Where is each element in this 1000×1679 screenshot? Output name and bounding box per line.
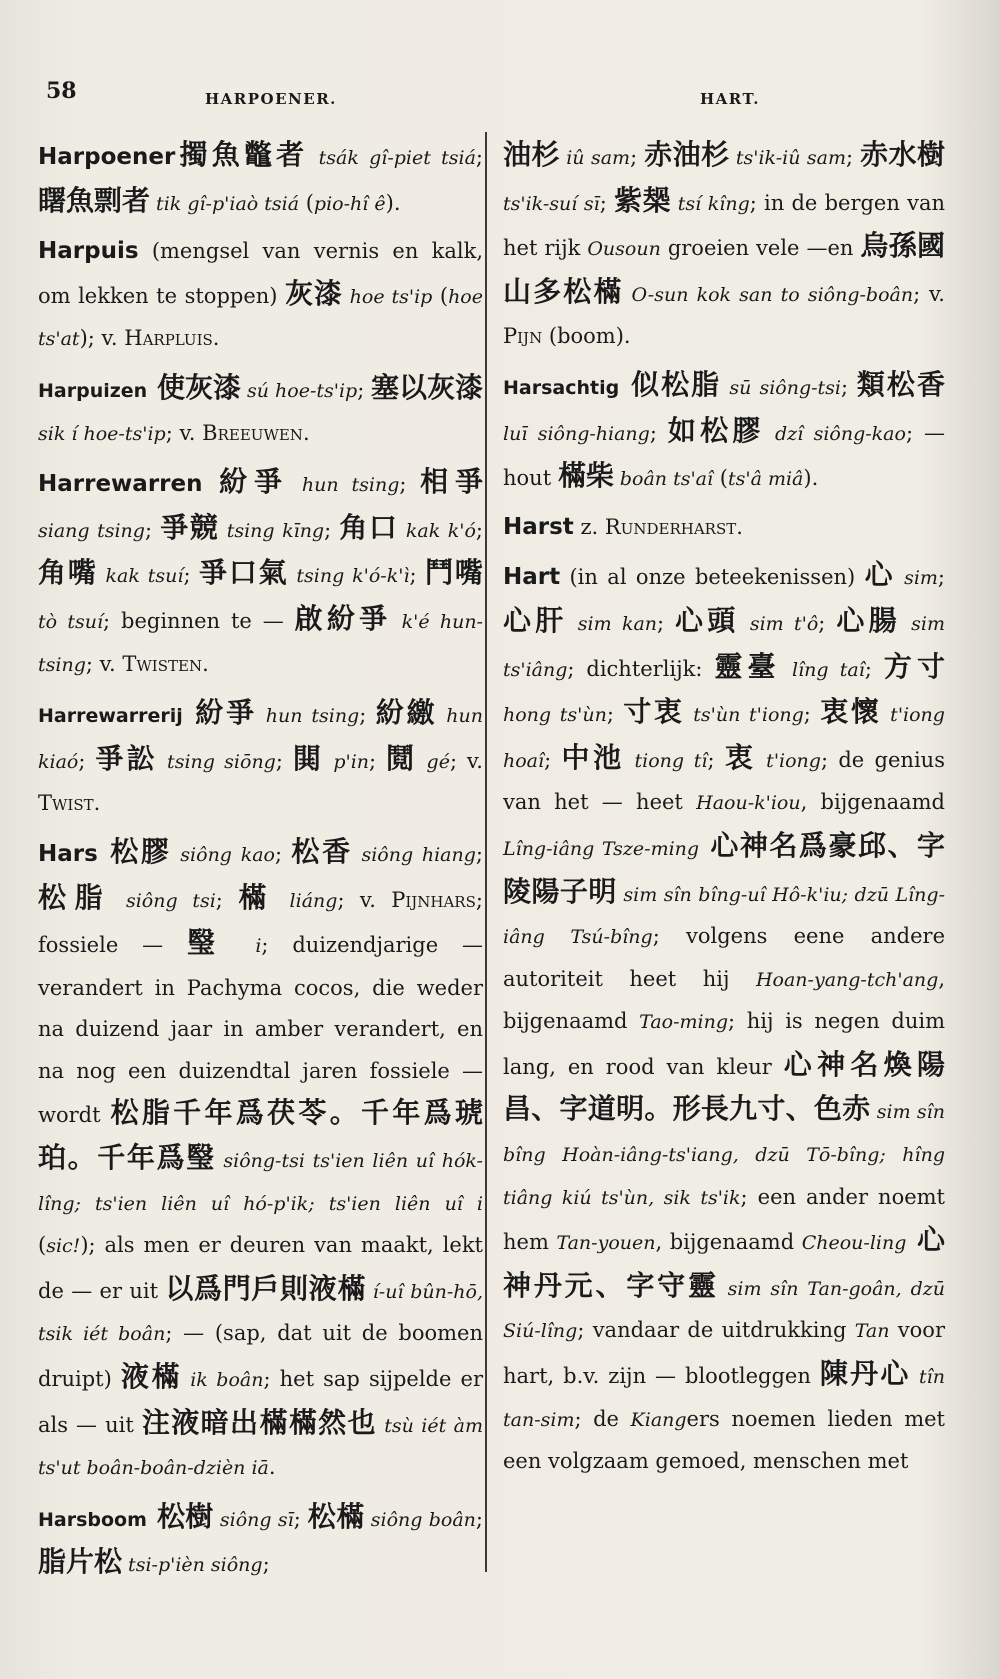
romanization: kak tsuí bbox=[97, 565, 184, 588]
entry-text: ; — (sap, dat uit de boomen druipt) bbox=[38, 1321, 483, 1392]
entry-headword: Harpoener bbox=[38, 144, 176, 170]
entry-text: ; de bbox=[574, 1406, 631, 1431]
romanization: sim bbox=[895, 567, 938, 590]
entry-headword: Harrewarrerij bbox=[38, 705, 183, 728]
romanization: tsák gî-piet tsiá bbox=[308, 147, 476, 169]
dictionary-entry bbox=[38, 1496, 483, 1587]
chinese-characters: 松香 bbox=[291, 834, 353, 868]
dictionary-entry bbox=[38, 692, 483, 825]
entry-text: ; bbox=[803, 702, 821, 727]
entry-headword: Harsboom bbox=[38, 1508, 147, 1531]
entry-text: ( bbox=[713, 466, 728, 491]
romanization: i bbox=[232, 935, 262, 958]
romanization: Tan bbox=[854, 1320, 890, 1343]
romanization: Cheou-ling bbox=[801, 1232, 907, 1255]
romanization: iû sam bbox=[559, 147, 631, 169]
entry-text: voor hart, b.v. zijn — blootleggen bbox=[503, 1318, 945, 1389]
romanization: siông tsi bbox=[111, 889, 216, 912]
entry-headword: Hars bbox=[38, 840, 98, 867]
chinese-characters: 以爲門戶則液樠 bbox=[165, 1271, 367, 1305]
entry-text: ; het sap sijpelde er als — uit bbox=[38, 1367, 483, 1437]
entry-text: ; v. bbox=[449, 748, 483, 773]
chinese-characters: 寸衷 bbox=[623, 695, 685, 729]
dictionary-entry bbox=[503, 507, 945, 549]
page-number: 58 bbox=[46, 78, 77, 104]
entry-text: ; bbox=[630, 145, 645, 169]
romanization: Haou-k'iou bbox=[696, 792, 801, 815]
chinese-characters: 心 bbox=[864, 558, 896, 592]
romanization: tò tsuí bbox=[38, 610, 104, 633]
entry-text: ; bbox=[262, 1552, 270, 1577]
romanization: Hoan-yang-tch'ang bbox=[755, 968, 939, 991]
romanization: siang tsing bbox=[38, 519, 145, 542]
entry-text: ( bbox=[299, 190, 314, 215]
cross-reference: Harpluis bbox=[124, 326, 213, 351]
romanization: tsing k'ó-k'ì bbox=[288, 565, 410, 588]
chinese-characters: 角嘴 bbox=[38, 556, 98, 590]
entry-text: ers noemen lieden met een volgzaam gemoed, menschen met bbox=[503, 1406, 945, 1474]
chinese-characters: 紫椝 bbox=[614, 183, 672, 217]
entry-text: ). bbox=[385, 190, 401, 215]
entry-text: ; een ander noemt hem bbox=[503, 1184, 945, 1255]
chinese-characters: 樠柴 bbox=[557, 459, 614, 493]
entry-text: ; bbox=[324, 517, 340, 542]
romanization: tik gî-p'iaò tsiá bbox=[150, 192, 300, 215]
chinese-characters: 爭競 bbox=[160, 510, 220, 544]
entry-text: ; bbox=[399, 472, 421, 497]
entry-headword: Harpuizen bbox=[38, 379, 148, 402]
entry-text: ; bbox=[475, 1506, 483, 1531]
chinese-characters: 紛爭 bbox=[182, 696, 257, 730]
dictionary-entry bbox=[503, 554, 945, 1482]
romanization: luī siông-hiang bbox=[503, 422, 650, 445]
entry-text: ; bbox=[359, 703, 376, 728]
chinese-characters: 閧 bbox=[292, 741, 325, 775]
chinese-characters: 似松脂 bbox=[619, 367, 722, 401]
entry-text: ; bbox=[846, 145, 861, 169]
entry-text: ( bbox=[432, 283, 449, 308]
romanization: liáng bbox=[274, 889, 338, 912]
entry-text: , bijgenaamd bbox=[800, 790, 945, 815]
chinese-characters: 陳丹心 bbox=[819, 1357, 911, 1391]
chinese-characters: 松膠 bbox=[97, 834, 172, 868]
romanization: siông kao bbox=[171, 843, 275, 866]
romanization: tiong tî bbox=[624, 749, 708, 772]
entry-text: . bbox=[212, 326, 220, 351]
chinese-characters: 灰漆 bbox=[285, 276, 343, 310]
romanization: O-sun kok san to siông-boân bbox=[623, 283, 914, 306]
romanization: hun kiaó bbox=[38, 705, 483, 773]
entry-headword: Harrewarren bbox=[38, 471, 203, 498]
romanization: sim kan bbox=[567, 612, 658, 635]
chinese-characters: 如松膠 bbox=[667, 413, 765, 447]
entry-text: ; bbox=[649, 420, 668, 445]
cross-reference: Twist bbox=[38, 791, 94, 816]
romanization: sú hoe-ts'ip bbox=[240, 379, 358, 402]
entry-text: ; bbox=[275, 748, 293, 773]
romanization: tsing siōng bbox=[157, 750, 276, 773]
cross-reference: Twisten bbox=[122, 651, 203, 676]
entry-text: . bbox=[268, 1455, 276, 1480]
chinese-characters: 靈臺 bbox=[714, 649, 781, 683]
romanization: ts'â miâ bbox=[727, 468, 804, 491]
romanization: ts'ùn t'iong bbox=[684, 704, 804, 727]
romanization: hong ts'ùn bbox=[503, 704, 607, 727]
dictionary-entry bbox=[503, 364, 945, 501]
dictionary-entry bbox=[38, 134, 483, 225]
entry-text: z. bbox=[573, 514, 605, 539]
entry-text: ; bbox=[357, 377, 371, 402]
chinese-characters: 脂片松 bbox=[38, 1545, 123, 1579]
romanization: tsing kīng bbox=[219, 519, 325, 542]
romanization: Ousoun bbox=[587, 238, 661, 261]
chinese-characters: 心神名煥陽昌、字道明。形長九寸、色赤 bbox=[503, 1047, 945, 1126]
entry-text: . bbox=[202, 651, 209, 676]
romanization: ts'ik-suí sī bbox=[503, 192, 600, 215]
chinese-characters: 瑿 bbox=[186, 926, 233, 960]
entry-text: ; duizendjarige — verandert in Pachyma cocos, die weder na duizend jaar in amber verandert, en na nog een duizendtal jaren fossiele — wordt bbox=[38, 933, 483, 1128]
entry-text: ; — hout bbox=[503, 420, 945, 491]
chinese-characters: 衷懷 bbox=[820, 695, 882, 729]
romanization: sik í hoe-ts'ip bbox=[38, 422, 166, 445]
romanization: kak k'ó bbox=[398, 519, 476, 542]
romanization: tsù iét àm ts'ut boân-boân-dzièn iā bbox=[38, 1414, 483, 1480]
chinese-characters: 類松香 bbox=[856, 367, 945, 401]
entry-text: ; bbox=[274, 841, 292, 866]
chinese-characters: 衷 bbox=[724, 740, 757, 774]
chinese-characters: 方寸 bbox=[883, 649, 945, 683]
chinese-characters: 啟紛爭 bbox=[294, 601, 392, 635]
romanization: siông hiang bbox=[352, 843, 476, 866]
cross-reference: Pijn bbox=[503, 324, 543, 349]
cross-reference: Runderharst bbox=[604, 514, 737, 539]
romanization: hoe ts'at bbox=[38, 285, 483, 351]
entry-text: . bbox=[302, 420, 310, 445]
entry-text: ; hij is negen duim lang, en rood van kleur bbox=[503, 1009, 945, 1079]
entry-text: ); als men er deuren van maakt, lekt de — er uit bbox=[38, 1233, 483, 1303]
romanization: siông sī bbox=[213, 1508, 294, 1531]
entry-text: groeien vele —en bbox=[660, 236, 861, 261]
entry-text: ; bbox=[475, 517, 483, 542]
romanization: siông boân bbox=[364, 1508, 476, 1531]
entry-text: . bbox=[93, 791, 101, 816]
entry-headword: Harpuis bbox=[38, 238, 139, 265]
entry-text: ; bbox=[606, 702, 624, 727]
chinese-characters: 爭口氣 bbox=[199, 556, 289, 590]
chinese-characters: 松脂千年爲茯苓。千年爲琥珀。千年爲瑿 bbox=[38, 1096, 483, 1175]
romanization: sim ts'iâng bbox=[503, 612, 945, 681]
entry-text: ; bbox=[841, 374, 857, 399]
chinese-characters: 紛繳 bbox=[375, 696, 438, 730]
chinese-characters: 中池 bbox=[561, 740, 625, 774]
entry-text: ; bbox=[369, 748, 387, 773]
entry-text: ; v. bbox=[85, 651, 123, 676]
entry-text: ; bbox=[707, 747, 725, 772]
entry-text: ; de genius van het — heet bbox=[503, 747, 945, 815]
entry-text: ; fossiele — bbox=[38, 887, 483, 958]
romanization: sim sîn bîng-uî Hô-k'iu; dzū Lîng-iâng Tsú-bîng bbox=[503, 883, 945, 949]
running-head-right: HART. bbox=[700, 90, 760, 108]
romanization: í-uî bûn-hō, tsik iét boân bbox=[38, 1280, 483, 1346]
romanization: t'iong bbox=[756, 749, 821, 772]
chinese-characters: 心神名爲豪邱、字陵陽子明 bbox=[503, 828, 945, 908]
romanization: dzî siông-kao bbox=[764, 422, 906, 445]
entry-text: ; bbox=[183, 563, 200, 588]
entry-text: ; bbox=[657, 610, 676, 635]
column-divider bbox=[485, 132, 487, 1572]
chinese-characters: 擉魚鼈者 bbox=[175, 138, 309, 171]
chinese-characters: 烏孫國山多松樠 bbox=[503, 229, 946, 308]
romanization: Kiang bbox=[630, 1408, 687, 1431]
entry-text: ; bbox=[144, 517, 161, 542]
entry-text: ; bbox=[78, 748, 96, 773]
chinese-characters: 樠 bbox=[238, 880, 275, 914]
dictionary-entry bbox=[503, 134, 945, 358]
chinese-characters: 注液暗出樠樠然也 bbox=[141, 1405, 377, 1439]
dictionary-entry bbox=[38, 461, 483, 686]
romanization: sim sîn Tan-goân, dzū Siú-lîng bbox=[503, 1277, 945, 1343]
romanization: sic! bbox=[46, 1235, 81, 1258]
chinese-characters: 赤水樹 bbox=[860, 138, 945, 171]
romanization: tsí kîng bbox=[671, 192, 750, 215]
entry-text: ; bbox=[475, 841, 483, 866]
chinese-characters: 松樹 bbox=[146, 1499, 214, 1533]
entry-text: ; bbox=[215, 887, 239, 912]
romanization: siông-tsi ts'ien liên uî hók-lîng; ts'ien liên uî hó-p'ik; ts'ien liên uî i bbox=[38, 1150, 483, 1215]
entry-text: ; dichterlijk: bbox=[567, 656, 715, 681]
romanization: boân ts'aî bbox=[613, 468, 714, 491]
entry-text: ; bbox=[409, 563, 426, 588]
romanization: sim sîn bîng Hoàn-iâng-ts'iang, dzū Tō-bîng; hîng tiâng kiú ts'ùn, sik ts'ik bbox=[503, 1101, 945, 1209]
chinese-characters: 鬩 bbox=[386, 741, 418, 775]
entry-text: ; v. bbox=[337, 887, 392, 912]
running-head-left: HARPOENER. bbox=[205, 90, 337, 108]
romanization: sū siông-tsi bbox=[721, 376, 842, 399]
entry-text: ( bbox=[38, 1233, 47, 1258]
chinese-characters: 油杉 bbox=[503, 138, 560, 171]
cross-reference: Breeuwen bbox=[202, 420, 303, 445]
romanization: t'iong hoaî bbox=[503, 704, 945, 772]
romanization: gé bbox=[417, 750, 450, 773]
romanization: tîn tan-sim bbox=[503, 1366, 945, 1431]
chinese-characters: 松樠 bbox=[307, 1499, 365, 1533]
romanization: hoe ts'ip bbox=[342, 285, 433, 308]
entry-text: ; bbox=[475, 145, 483, 169]
romanization: lîng taî bbox=[780, 658, 865, 681]
entry-headword: Hart bbox=[503, 564, 561, 591]
dictionary-entry bbox=[38, 231, 483, 361]
entry-text: ); v. bbox=[79, 326, 125, 351]
chinese-characters: 心神丹元、字守靈 bbox=[503, 1223, 945, 1302]
entry-text: ; vandaar de uitdrukking bbox=[577, 1318, 855, 1343]
chinese-characters: 使灰漆 bbox=[147, 370, 241, 404]
romanization: Tan-youen bbox=[556, 1232, 656, 1255]
chinese-characters: 𥌓魚剽者 bbox=[38, 183, 151, 217]
entry-text: (mengsel van vernis en kalk, om lekken te stoppen) bbox=[38, 239, 483, 308]
chinese-characters: 塞以灰漆 bbox=[371, 370, 484, 404]
entry-text: ; in de bergen van het rijk bbox=[503, 190, 945, 261]
entry-text: ; v. bbox=[165, 420, 203, 445]
entry-text: , bijgenaamd bbox=[503, 966, 945, 1034]
romanization: hun tsing bbox=[256, 705, 360, 728]
entry-text: ). bbox=[803, 466, 819, 491]
entry-text: ; beginnen te — bbox=[103, 608, 295, 633]
entry-headword: Harst bbox=[503, 513, 574, 540]
romanization: hun tsing bbox=[288, 474, 400, 497]
entry-text: . bbox=[736, 514, 743, 539]
romanization: tsi-p'ièn siông bbox=[122, 1554, 263, 1577]
romanization: ts'ik-iû sam bbox=[729, 147, 846, 169]
romanization: sim t'ô bbox=[739, 612, 819, 635]
romanization: ik boân bbox=[181, 1369, 264, 1392]
romanization: p'in bbox=[324, 750, 370, 773]
entry-text: ; bbox=[937, 565, 945, 590]
entry-text: ; bbox=[818, 610, 837, 635]
dictionary-entry bbox=[38, 367, 483, 455]
chinese-characters: 赤油杉 bbox=[644, 138, 730, 171]
entry-text: ; volgens eene andere autoriteit heet hij bbox=[503, 924, 945, 991]
entry-headword: Harsachtig bbox=[503, 376, 620, 399]
right-column bbox=[503, 134, 945, 1489]
chinese-characters: 液樠 bbox=[120, 1360, 182, 1394]
entry-text: (boom). bbox=[542, 324, 631, 349]
chinese-characters: 心肝 bbox=[503, 603, 568, 637]
entry-text: ; v. bbox=[913, 281, 945, 306]
entry-text: , bijgenaamd bbox=[655, 1230, 802, 1255]
chinese-characters: 鬥嘴 bbox=[425, 556, 483, 590]
romanization: Tao-ming bbox=[639, 1011, 729, 1034]
chinese-characters: 爭訟 bbox=[95, 741, 158, 775]
left-column bbox=[38, 134, 483, 1593]
entry-text: ; bbox=[293, 1506, 308, 1531]
chinese-characters: 角口 bbox=[339, 510, 399, 544]
romanization: k'é hun-tsing bbox=[38, 610, 483, 676]
chinese-characters: 相爭 bbox=[420, 465, 483, 499]
chinese-characters: 心頭 bbox=[675, 603, 740, 637]
romanization: pio-hî ê bbox=[313, 192, 386, 215]
entry-text: ; bbox=[544, 747, 562, 772]
chinese-characters: 松脂 bbox=[38, 880, 112, 914]
entry-text: ; bbox=[599, 190, 615, 215]
dictionary-entry bbox=[38, 831, 483, 1490]
chinese-characters: 心腸 bbox=[836, 603, 901, 637]
cross-reference: Pijnhars bbox=[391, 887, 476, 912]
entry-text: ; bbox=[864, 656, 884, 681]
entry-text: (in al onze beteekenissen) bbox=[560, 565, 865, 590]
chinese-characters: 紛爭 bbox=[202, 465, 289, 499]
romanization: Lîng-iâng Tsze-ming bbox=[503, 837, 700, 860]
